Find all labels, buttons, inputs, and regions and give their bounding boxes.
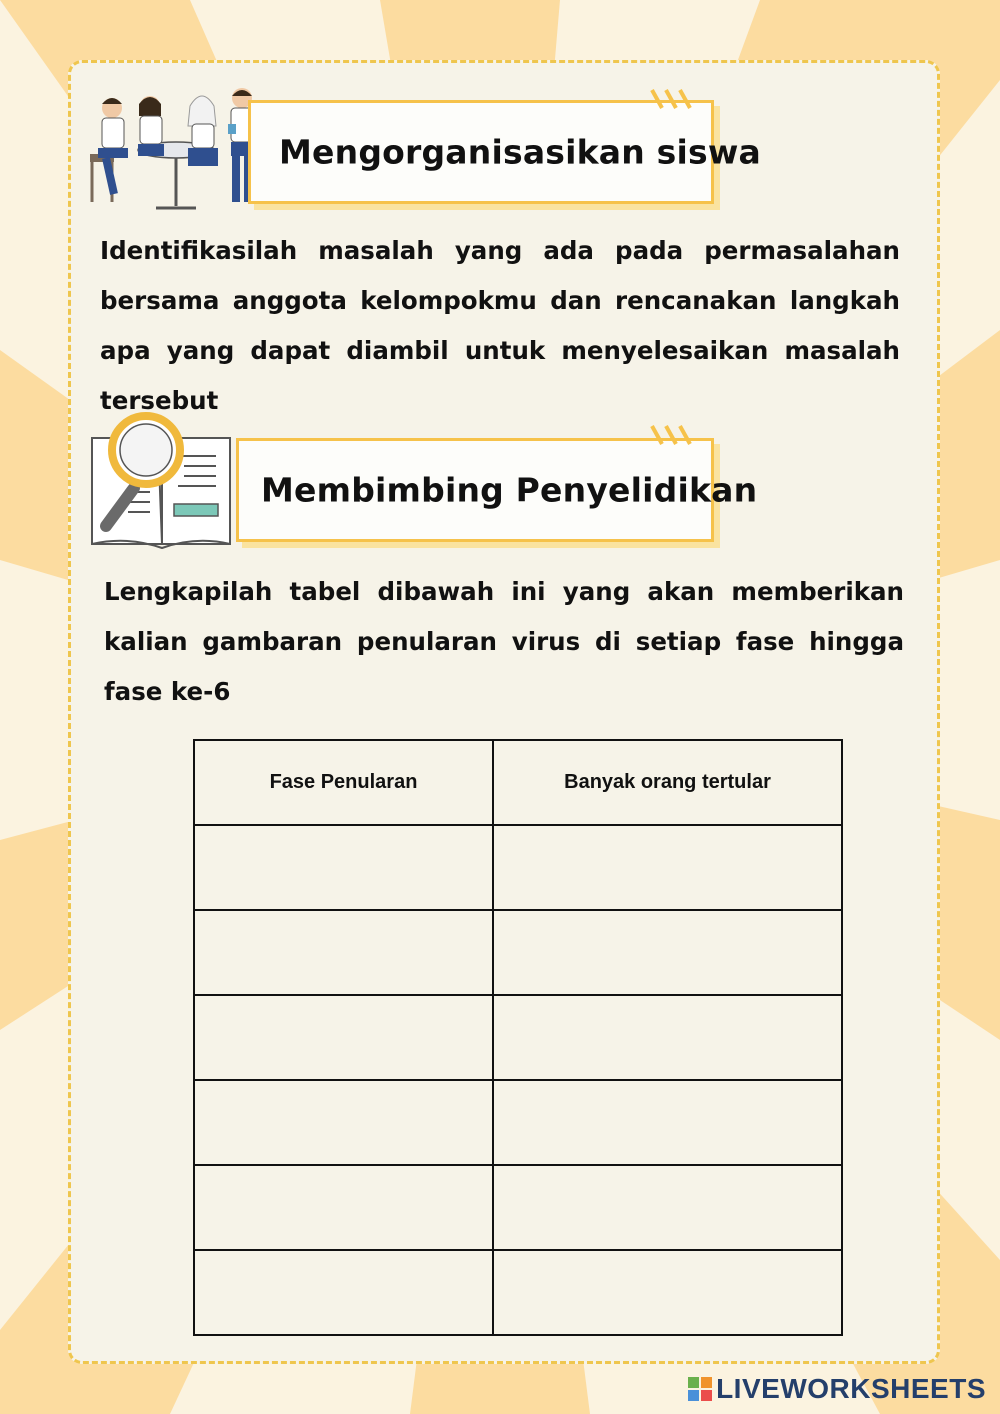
table-row [194, 1080, 842, 1165]
section1-banner [248, 100, 761, 204]
table-cell[interactable] [194, 910, 493, 995]
table-cell[interactable] [194, 995, 493, 1080]
table-cell[interactable] [493, 1165, 842, 1250]
header-fase-penularan: Fase Penularan [194, 740, 493, 825]
section2-banner [236, 438, 758, 542]
table-cell[interactable] [194, 1250, 493, 1335]
header-banyak-orang-tertular: Banyak orang tertular [493, 740, 842, 825]
table-row [194, 1250, 842, 1335]
table-row [194, 825, 842, 910]
section1-paragraph: Identifikasilah masalah yang ada pada permasalahan bersama anggota kelompokmu dan rencanakan langkah apa yang dapat diambil untuk menyelesaikan masalah tersebut [100, 236, 900, 415]
table-cell[interactable] [493, 910, 842, 995]
table-header-row [194, 740, 842, 825]
section2-title: Membimbing Penyelidikan [261, 470, 758, 510]
table-cell[interactable] [493, 995, 842, 1080]
table-cell[interactable] [493, 1250, 842, 1335]
hatch-decoration [648, 424, 698, 446]
liveworksheets-logo-icon [688, 1377, 712, 1401]
brand-name: LIVEWORKSHEETS [716, 1373, 986, 1404]
table-cell[interactable] [493, 1080, 842, 1165]
infection-table [193, 739, 843, 1336]
hatch-decoration [648, 88, 698, 110]
liveworksheets-brand[interactable] [688, 1374, 986, 1404]
table-cell[interactable] [493, 825, 842, 910]
table-cell[interactable] [194, 1165, 493, 1250]
table-cell[interactable] [194, 825, 493, 910]
table-row [194, 995, 842, 1080]
magnifier-book-icon [88, 408, 236, 550]
section2-paragraph: Lengkapilah tabel dibawah ini yang akan memberikan kalian gambaran penularan virus di setiap fase hingga fase ke-6 [104, 577, 904, 706]
section1-title: Mengorganisasikan siswa [279, 132, 761, 172]
table-row [194, 1165, 842, 1250]
students-illustration [84, 84, 264, 214]
table-cell[interactable] [194, 1080, 493, 1165]
table-row [194, 910, 842, 995]
